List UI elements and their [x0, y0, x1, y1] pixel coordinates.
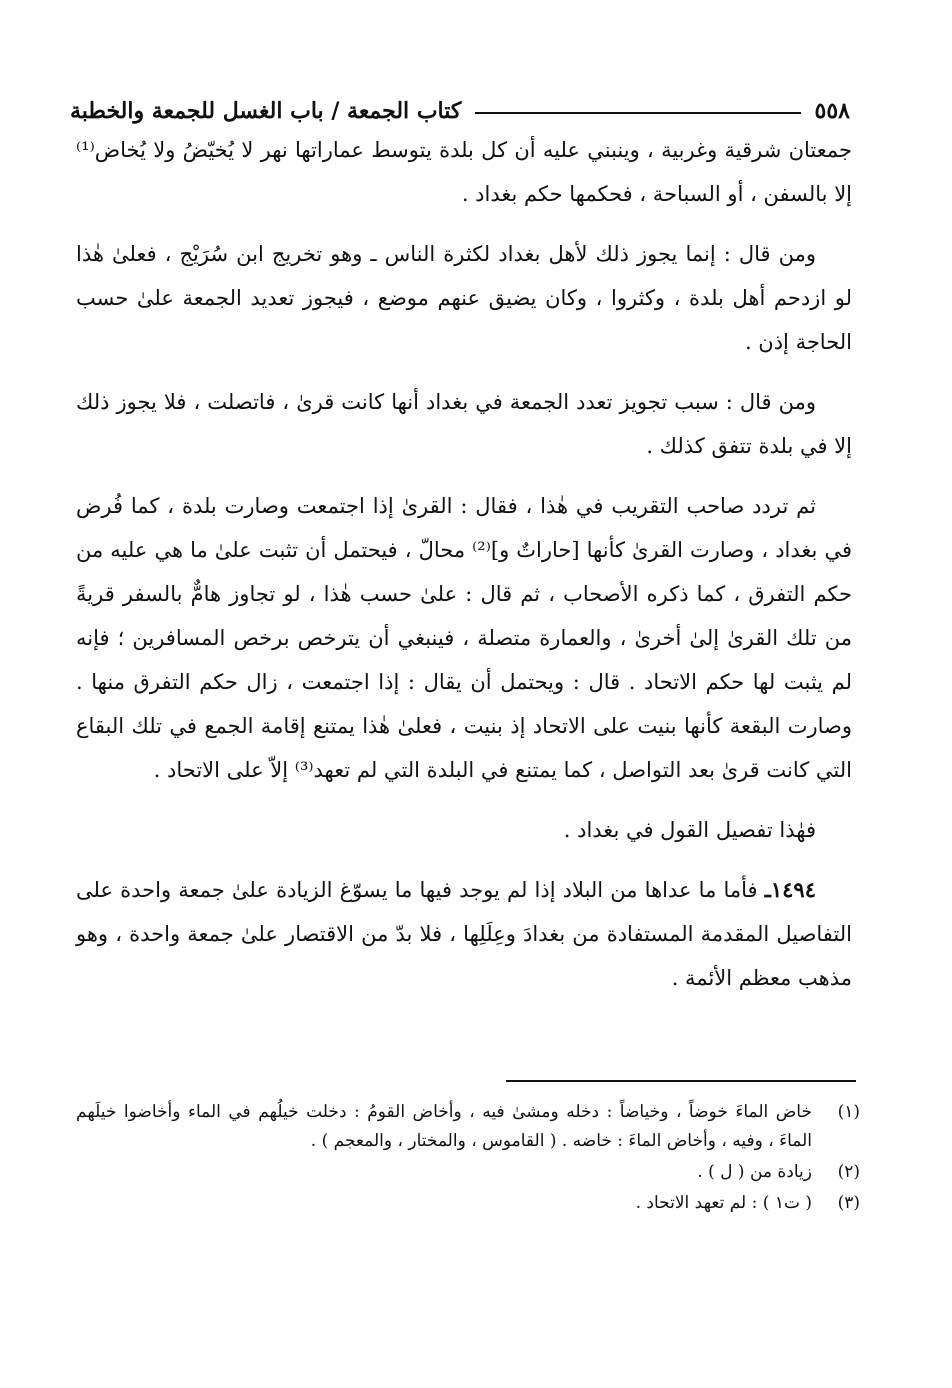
paragraph-5: فهٰذا تفصيل القول في بغداد .	[563, 818, 816, 842]
footnote-text: ( ت١ ) : لم تعهد الاتحاد .	[635, 1193, 812, 1213]
footnote	[76, 1158, 860, 1187]
footnote	[76, 1098, 860, 1156]
running-title: كتاب الجمعة / باب الغسل للجمعة والخطبة	[70, 98, 462, 124]
paragraph-1: جمعتان شرقية وغربية ، وينبني عليه أن كل بلدة يتوسط عماراتها نهر لا يُخيّضُ ولا يُخاض⁽¹⁾ إلا بالسفن ، أو السباحة ، فحكمها حكم بغداد .	[76, 138, 852, 206]
paragraph-2: ومن قال : إنما يجوز ذلك لأهل بغداد لكثرة الناس ـ وهو تخريج ابن سُرَيْج ، فعلىٰ هٰذا لو ازدحم أهل بلدة ، وكثروا ، وكان يضيق عنهم موضع ، فيجوز تعديد الجمعة علىٰ حسب الحاجة إذن .	[76, 242, 852, 354]
footnote	[76, 1189, 860, 1218]
paragraph-4: ثم تردد صاحب التقريب في هٰذا ، فقال : القرىٰ إذا اجتمعت وصارت بلدة ، كما فُرض في بغداد ، وصارت القرىٰ كأنها [حاراتٌ و]⁽²⁾ محالّ ، فيحتمل أن تثبت علىٰ ما هي عليه من حكم التفرق ، كما ذكره الأصحاب ، ثم قال : علىٰ حسب هٰذا ، لو تجاوز هامٌّ بالسفر قريةً من تلك القرىٰ إلىٰ أخرىٰ ، والعمارة متصلة ، فينبغي أن يترخص برخص المسافرين ؛ فإنه لم يثبت لها حكم الاتحاد . قال : ويحتمل أن يقال : إذا اجتمعت ، زال حكم التفرق منها . وصارت البقعة كأنها بنيت على الاتحاد إذ بنيت ، فعلىٰ هٰذا يمتنع إقامة الجمع في تلك البقاع التي كانت قرىٰ بعد التواصل ، كما يمتنع في البلدة التي لم تعهد⁽³⁾ إلاّ على الاتحاد .	[76, 494, 852, 782]
paragraph-3: ومن قال : سبب تجويز تعدد الجمعة في بغداد أنها كانت قرىٰ ، فاتصلت ، فلا يجوز ذلك إلا في بلدة تتفق كذلك .	[76, 390, 852, 458]
numbered-paragraph-text: فأما ما عداها من البلاد إذا لم يوجد فيها ما يسوّغ الزيادة علىٰ جمعة واحدة على التفاصيل المقدمة المستفادة من بغدادَ وعِلَلِها ، فلا بدّ من الاقتصار علىٰ جمعة واحدة ، وهو مذهب معظم الأئمة .	[76, 878, 852, 990]
footnote-marker: (٢)	[837, 1162, 860, 1182]
footnote-text: زيادة من ( ل ) .	[697, 1162, 812, 1182]
footnote-text: خاض الماءَ خوضاً ، وخياضاً : دخله ومشىٰ فيه ، وأخاض القومُ : دخلت خيلُهم في الماء وأخاضوا خيلَهم الماءَ ، وفيه ، وأخاض الماءَ : خاضه . ( القاموس ، والمختار ، والمعجم ) .	[76, 1102, 812, 1151]
footnote-marker: (٣)	[837, 1193, 860, 1213]
page-header	[70, 88, 850, 124]
paragraph-number: ١٤٩٤ـ	[764, 877, 816, 902]
page-number: ٥٥٨	[814, 98, 850, 124]
main-text	[76, 128, 852, 1016]
footnote-marker: (١)	[837, 1102, 860, 1122]
footnote-separator	[506, 1080, 856, 1082]
footnotes	[76, 1098, 860, 1220]
header-rule	[475, 112, 800, 114]
numbered-paragraph	[76, 868, 852, 1000]
